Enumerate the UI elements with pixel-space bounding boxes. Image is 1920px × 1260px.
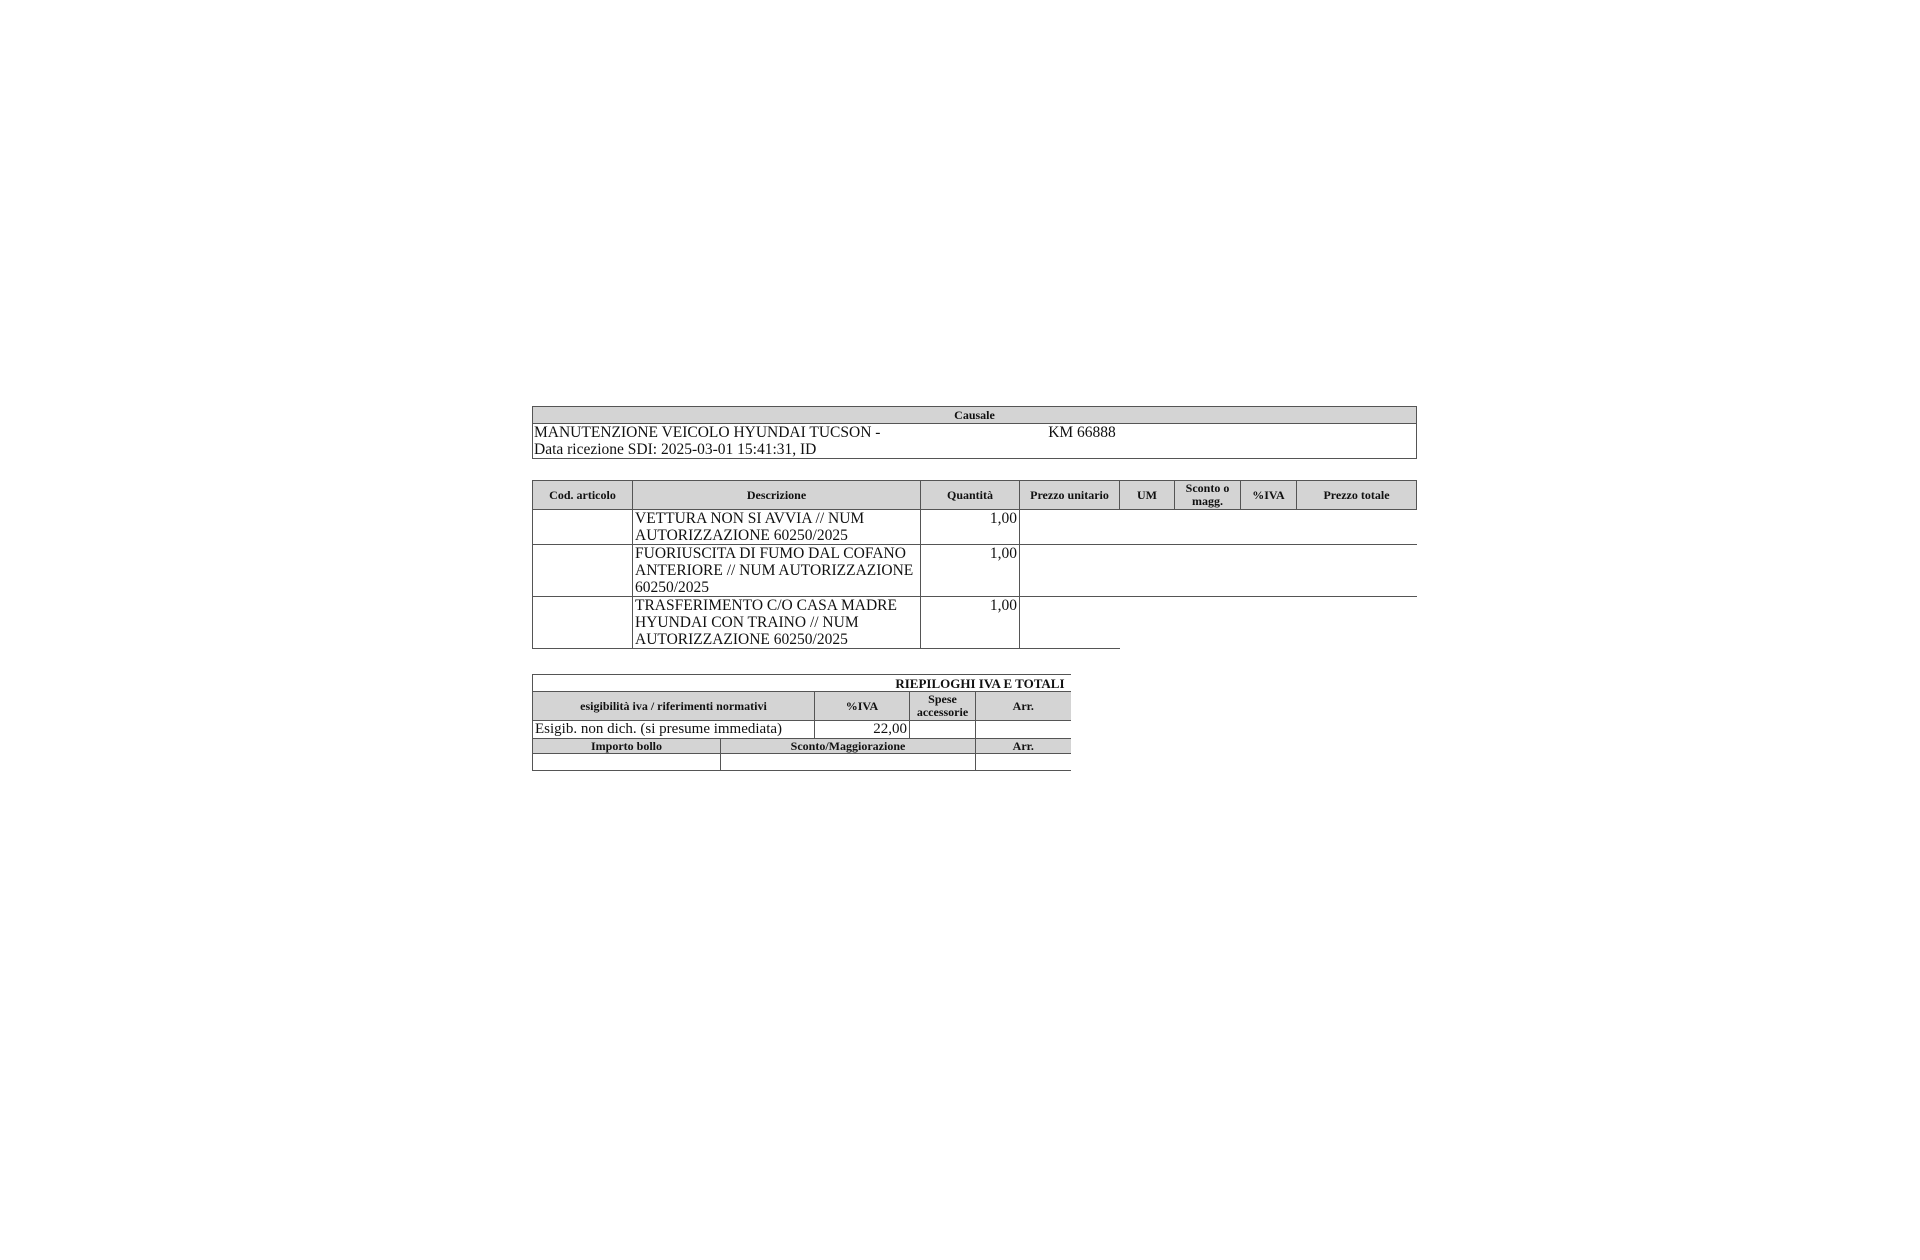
- col-sconto-maggiorazione: Sconto/Maggiorazione: [721, 739, 976, 754]
- col-iva: %IVA: [1241, 481, 1297, 510]
- sdi-reception-text: Data ricezione SDI: 2025-03-01 15:41:31, ID: [534, 441, 817, 458]
- cell-descrizione: FUORIUSCITA DI FUMO DAL COFANO ANTERIORE // NUM AUTORIZZAZIONE 60250/2025: [633, 545, 921, 597]
- line-items-table: [532, 480, 1417, 649]
- cell-prezzo-unitario: [1020, 597, 1120, 649]
- cell-arr-2: [976, 754, 1071, 771]
- cell-quantita: 1,00: [921, 597, 1020, 649]
- cell-cod: [533, 545, 633, 597]
- cell-spese: [910, 721, 976, 739]
- cell-summary-iva: 22,00: [815, 721, 910, 739]
- redacted-plate: [884, 426, 1044, 440]
- causale-body: [533, 424, 1417, 459]
- cell-descrizione: TRASFERIMENTO C/O CASA MADRE HYUNDAI CON TRAINO // NUM AUTORIZZAZIONE 60250/2025: [633, 597, 921, 649]
- cell-cod: [533, 510, 633, 545]
- redacted-id: [820, 443, 1010, 457]
- cell-quantita: 1,00: [921, 545, 1020, 597]
- cell-sconto-maggiorazione: [721, 754, 976, 771]
- causale-vehicle-text: MANUTENZIONE VEICOLO HYUNDAI TUCSON -: [534, 424, 881, 441]
- table-row: [533, 510, 1417, 545]
- table-row: [533, 545, 1417, 597]
- col-prezzo-totale: Prezzo totale: [1297, 481, 1417, 510]
- causale-line-1: [534, 424, 1415, 441]
- cell-importo-bollo: [533, 754, 721, 771]
- summary-title: RIEPILOGHI IVA E TOTALI: [533, 675, 1071, 692]
- table-row: [533, 754, 1071, 771]
- col-prezzo-unitario: Prezzo unitario: [1020, 481, 1120, 510]
- causale-km-text: KM 66888: [1048, 424, 1116, 441]
- col-descrizione: Descrizione: [633, 481, 921, 510]
- col-um: UM: [1120, 481, 1175, 510]
- cell-quantita: 1,00: [921, 510, 1020, 545]
- causale-line-2: [534, 441, 1415, 458]
- col-arr-2: Arr.: [976, 739, 1071, 754]
- vat-summary-table: [532, 674, 1071, 771]
- cell-cod: [533, 597, 633, 649]
- cell-prezzo-unitario: [1020, 545, 1120, 597]
- col-sconto: Sconto o magg.: [1175, 481, 1241, 510]
- causale-table: [532, 406, 1417, 459]
- cell-esigibilita: Esigib. non dich. (si presume immediata): [533, 721, 815, 739]
- col-summary-iva: %IVA: [815, 692, 910, 721]
- table-row: [533, 597, 1417, 649]
- col-spese-accessorie: Spese accessorie: [910, 692, 976, 721]
- table-row: [533, 721, 1071, 739]
- cell-arr: [976, 721, 1071, 739]
- cell-prezzo-unitario: [1020, 510, 1120, 545]
- causale-header: Causale: [533, 407, 1417, 424]
- col-arr: Arr.: [976, 692, 1071, 721]
- col-quantita: Quantità: [921, 481, 1020, 510]
- col-importo-bollo: Importo bollo: [533, 739, 721, 754]
- col-cod-articolo: Cod. articolo: [533, 481, 633, 510]
- cell-descrizione: VETTURA NON SI AVVIA // NUM AUTORIZZAZIONE 60250/2025: [633, 510, 921, 545]
- col-esigibilita: esigibilità iva / riferimenti normativi: [533, 692, 815, 721]
